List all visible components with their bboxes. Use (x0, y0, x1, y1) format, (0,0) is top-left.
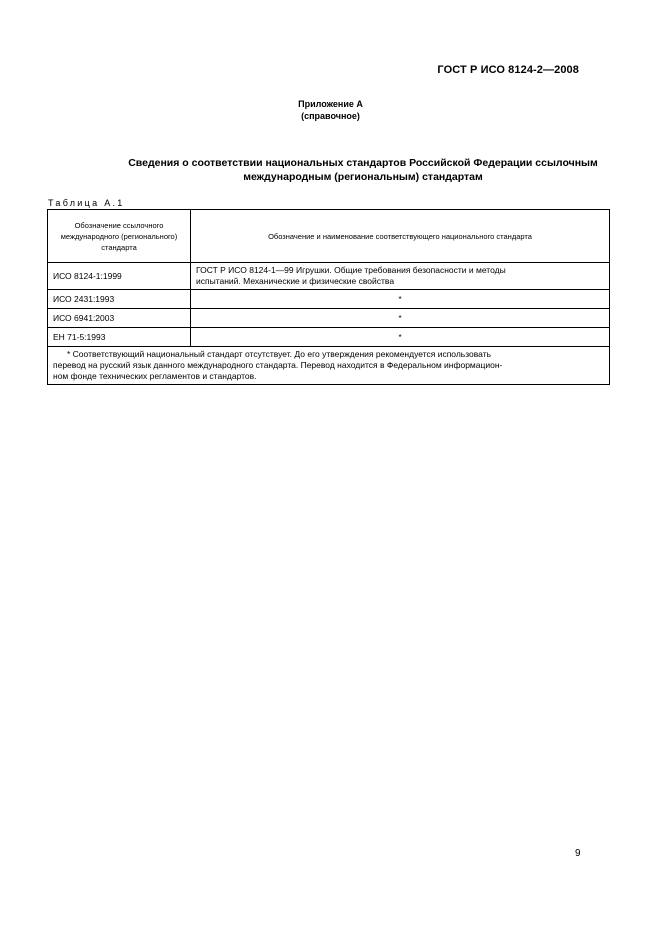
table-footnote-row (48, 347, 610, 385)
section-title (48, 156, 661, 184)
table-row (48, 290, 610, 309)
footnote-line: ном фонде технических регламентов и стандартов. (53, 371, 257, 381)
header-national-standard: Обозначение и наименование соответствующего национального стандарта (191, 210, 610, 263)
header-reference-standard (48, 210, 191, 263)
national-standard-cell: * (191, 328, 610, 347)
table-footnote (48, 347, 610, 385)
section-title-line-1: Сведения о соответствии национальных стандартов Российской Федерации ссылочным (128, 157, 598, 169)
annex-title: Приложение А (298, 99, 363, 109)
header-col1-line: международного (регионального) (60, 231, 178, 241)
document-code: ГОСТ Р ИСО 8124-2—2008 (437, 64, 579, 76)
national-standard-line: ГОСТ Р ИСО 8124-1—99 Игрушки. Общие требования безопасности и методы (196, 265, 506, 275)
reference-standard-cell: ИСО 2431:1993 (48, 290, 191, 309)
annex-subtitle: (справочное) (301, 111, 360, 121)
reference-standard-cell: ЕН 71-5:1993 (48, 328, 191, 347)
footnote-line: перевод на русский язык данного международного стандарта. Перевод находится в Федеральном информацион- (53, 360, 503, 370)
header-col1-line: Обозначение ссылочного (74, 220, 164, 230)
table-caption: Таблица А.1 (48, 198, 125, 208)
table-header-row (48, 210, 610, 263)
reference-standard-cell: ИСО 6941:2003 (48, 309, 191, 328)
section-title-line-2: международным (региональным) стандартам (243, 171, 483, 183)
national-standard-line: испытаний. Механические и физические свойства (196, 276, 395, 286)
reference-standard-cell: ИСО 8124-1:1999 (48, 263, 191, 290)
correspondence-table (47, 209, 610, 385)
page-number: 9 (575, 848, 581, 859)
header-col1-line: стандарта (101, 242, 137, 252)
national-standard-cell (191, 263, 610, 290)
table-row (48, 309, 610, 328)
table-row (48, 263, 610, 290)
national-standard-cell: * (191, 309, 610, 328)
footnote-line: * Соответствующий национальный стандарт отсутствует. До его утверждения рекомендуется использовать (67, 349, 492, 359)
national-standard-cell: * (191, 290, 610, 309)
table-row (48, 328, 610, 347)
annex-heading (0, 98, 661, 122)
